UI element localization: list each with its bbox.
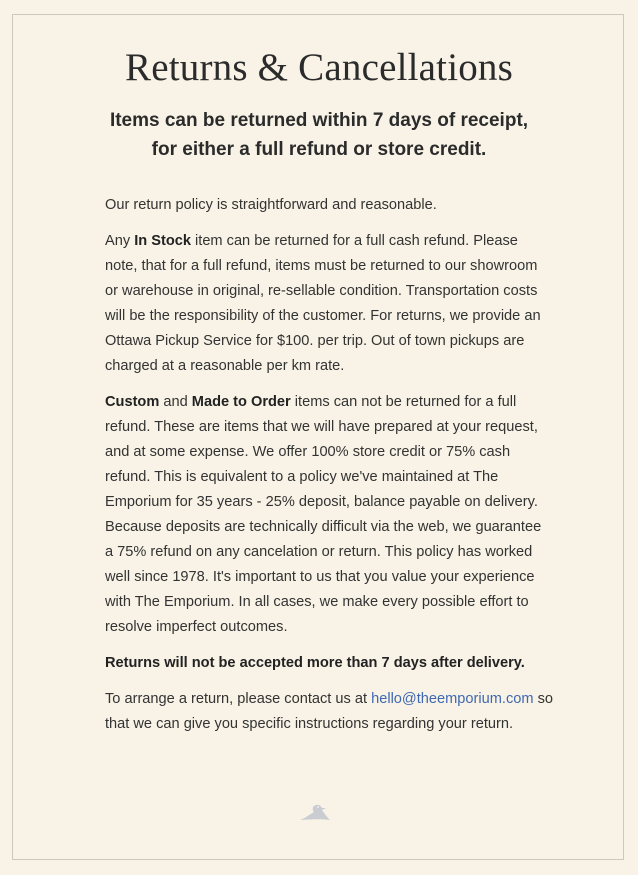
subtitle-line-2: for either a full refund or store credit. bbox=[151, 139, 487, 160]
subtitle-line-1: Items can be returned within 7 days of receipt, bbox=[109, 110, 529, 131]
custom-term: Custom bbox=[105, 394, 160, 410]
deadline-notice-text: Returns will not be accepted more than 7 days after delivery. bbox=[105, 655, 525, 671]
page-title: Returns & Cancellations bbox=[124, 46, 514, 89]
policy-content bbox=[105, 193, 553, 748]
contact-paragraph bbox=[105, 687, 553, 737]
custom-order-paragraph bbox=[105, 390, 553, 640]
in-stock-text: item can be returned for a full cash refund. Please note, that for a full refund, items must be returned to our showroom or warehouse in original, re-sellable condition. Transportation costs will be the responsibility of the customer. For returns, we provide an Ottawa Pickup Service for $100. per trip. Out of town pickups are charged at a reasonable per km rate. bbox=[105, 233, 541, 374]
custom-and: and bbox=[159, 394, 192, 410]
deadline-notice bbox=[105, 651, 553, 676]
contact-email-link[interactable]: hello@theemporium.com bbox=[371, 691, 534, 707]
page-subtitle bbox=[0, 106, 638, 164]
in-stock-term: In Stock bbox=[134, 233, 191, 249]
contact-suffix: so that we can give you specific instructions regarding your return. bbox=[105, 691, 554, 732]
in-stock-paragraph bbox=[105, 229, 553, 379]
bird-logo-icon bbox=[298, 802, 332, 822]
contact-prefix: To arrange a return, please contact us at bbox=[105, 691, 372, 707]
custom-text: items can not be returned for a full refund. These are items that we will have prepared at your request, and at some expense. We offer 100% store credit or 75% cash refund. This is equivalent to a policy we've maintained at The Emporium for 35 years - 25% deposit, balance payable on delivery. Because deposits are technically difficult via the web, we guarantee a 75% refund on any cancelation or return. This policy has worked well since 1978. It's important to us that you value your experience with The Emporium. In all cases, we make every possible effort to resolve imperfect outcomes. bbox=[105, 394, 542, 635]
intro-paragraph: Our return policy is straightforward and reasonable. bbox=[105, 197, 437, 213]
made-to-order-term: Made to Order bbox=[191, 394, 291, 410]
in-stock-prefix: Any bbox=[105, 233, 135, 249]
